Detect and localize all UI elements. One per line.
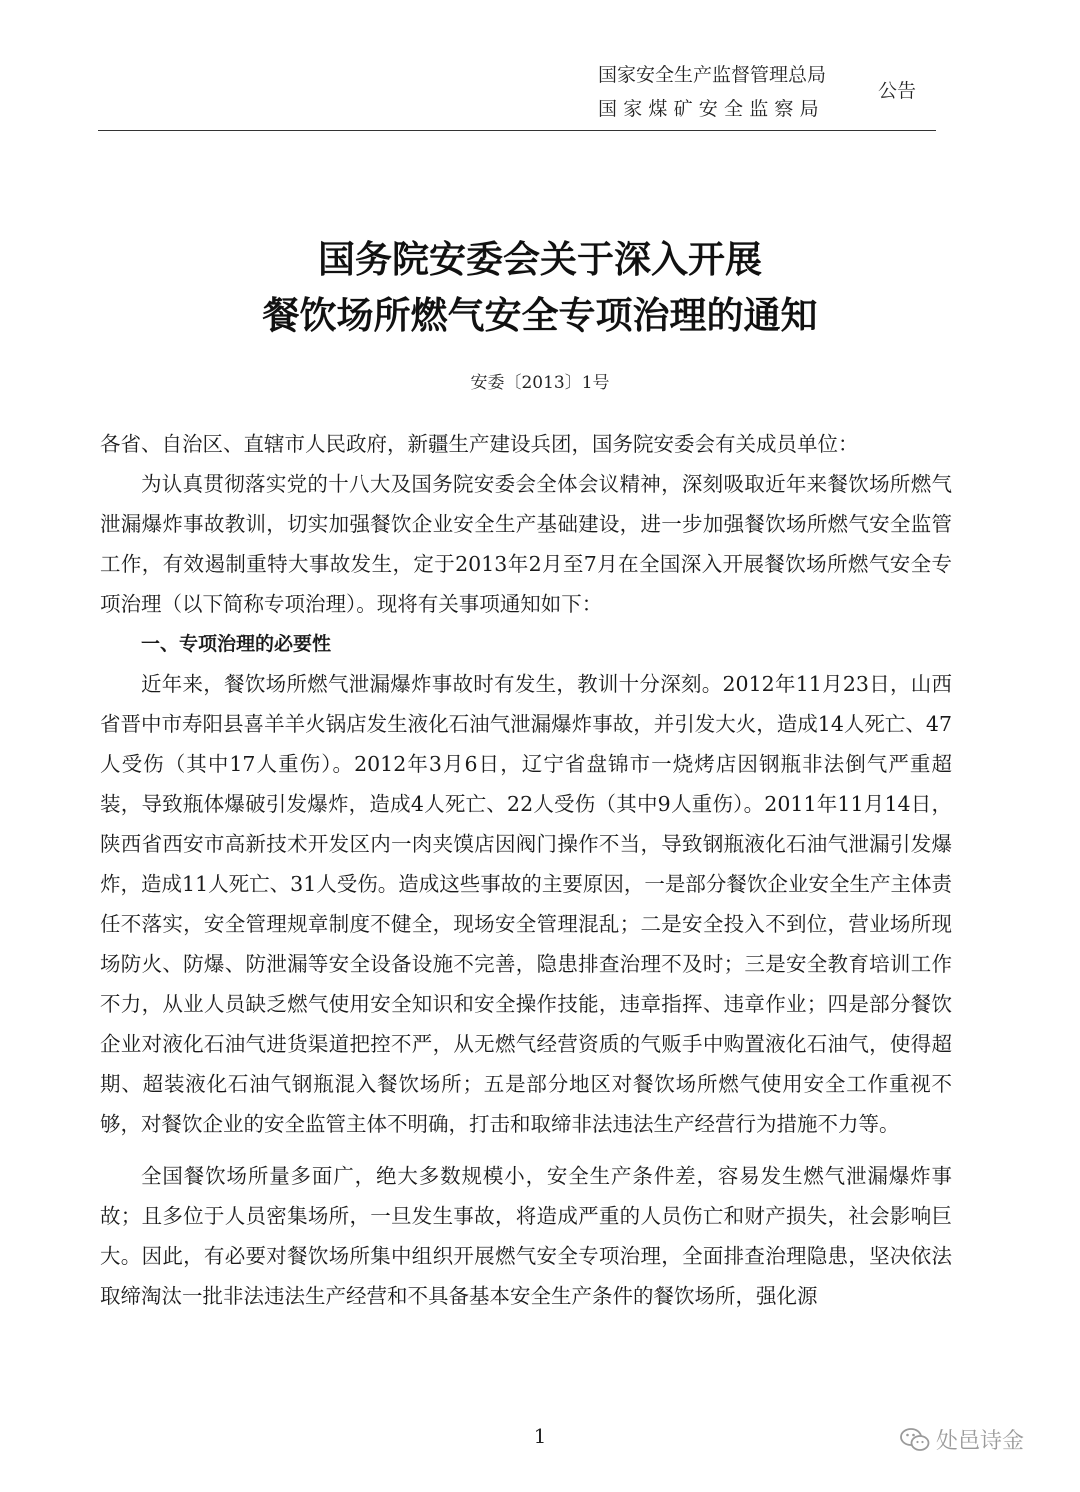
title-line-1: 国务院安委会关于深入开展: [318, 238, 762, 281]
wechat-icon: [900, 1427, 930, 1453]
watermark-text: 处邑诗金: [936, 1429, 1025, 1454]
page-number: 1: [533, 1424, 547, 1448]
document-body: [100, 424, 952, 1316]
header-divider: [98, 130, 936, 131]
intro-paragraph: 为认真贯彻落实党的十八大及国务院安委会全体会议精神，深刻吸取近年来餐饮场所燃气泄漏爆炸事故教训，切实加强餐饮企业安全生产基础建设，进一步加强餐饮场所燃气安全监管工作，有效遏制重特大事故发生，定于2013年2月至7月在全国深入开展餐饮场所燃气安全专项治理（以下简称专项治理）。现将有关事项通知如下：: [100, 472, 952, 616]
org-line-2: 国家煤矿安全监察局: [598, 98, 825, 120]
accident-paragraph: 近年来，餐饮场所燃气泄漏爆炸事故时有发生，教训十分深刻。2012年11月23日，山西省晋中市寿阳县喜羊羊火锅店发生液化石油气泄漏爆炸事故，并引发大火，造成14人死亡、47人受伤（其中17人重伤）。2012年3月6日，辽宁省盘锦市一烧烤店因钢瓶非法倒气严重超装，导致瓶体爆破引发爆炸，造成4人死亡、22人受伤（其中9人重伤）。2011年11月14日，陕西省西安市高新技术开发区内一肉夹馍店因阀门操作不当，导致钢瓶液化石油气泄漏引发爆炸，造成11人死亡、31人受伤。造成这些事故的主要原因，一是部分餐饮企业安全生产主体责任不落实，安全管理规章制度不健全，现场安全管理混乱；二是安全投入不到位，营业场所现场防火、防爆、防泄漏等安全设备设施不完善，隐患排查治理不及时；三是安全教育培训工作不力，从业人员缺乏燃气使用安全知识和安全操作技能，违章指挥、违章作业；四是部分餐饮企业对液化石油气进货渠道把控不严，从无燃气经营资质的气贩手中购置液化石油气，使得超期、超装液化石油气钢瓶混入餐饮场所；五是部分地区对餐饮场所燃气使用安全工作重视不够，对餐饮企业的安全监管主体不明确，打击和取缔非法违法生产经营行为措施不力等。: [100, 672, 952, 1136]
salutation: 各省、自治区、直辖市人民政府，新疆生产建设兵团，国务院安委会有关成员单位：: [100, 432, 859, 456]
org-line-1: 国家安全生产监督管理总局: [598, 64, 827, 86]
document-number: 安委〔2013〕1号: [470, 373, 610, 393]
issuing-organizations: [598, 58, 868, 126]
document-title: [0, 232, 1080, 344]
title-line-2: 餐饮场所燃气安全专项治理的通知: [262, 294, 818, 337]
announcement-label: 公告: [878, 80, 917, 102]
section-heading: 一、专项治理的必要性: [141, 633, 332, 655]
watermark: [900, 1424, 1024, 1455]
necessity-paragraph: 全国餐饮场所量多面广，绝大多数规模小，安全生产条件差，容易发生燃气泄漏爆炸事故；且多位于人员密集场所，一旦发生事故，将造成严重的人员伤亡和财产损失，社会影响巨大。因此，有必要对餐饮场所集中组织开展燃气安全专项治理，全面排查治理隐患，坚决依法取缔淘汰一批非法违法生产经营和不具备基本安全生产条件的餐饮场所，强化源: [100, 1164, 952, 1308]
